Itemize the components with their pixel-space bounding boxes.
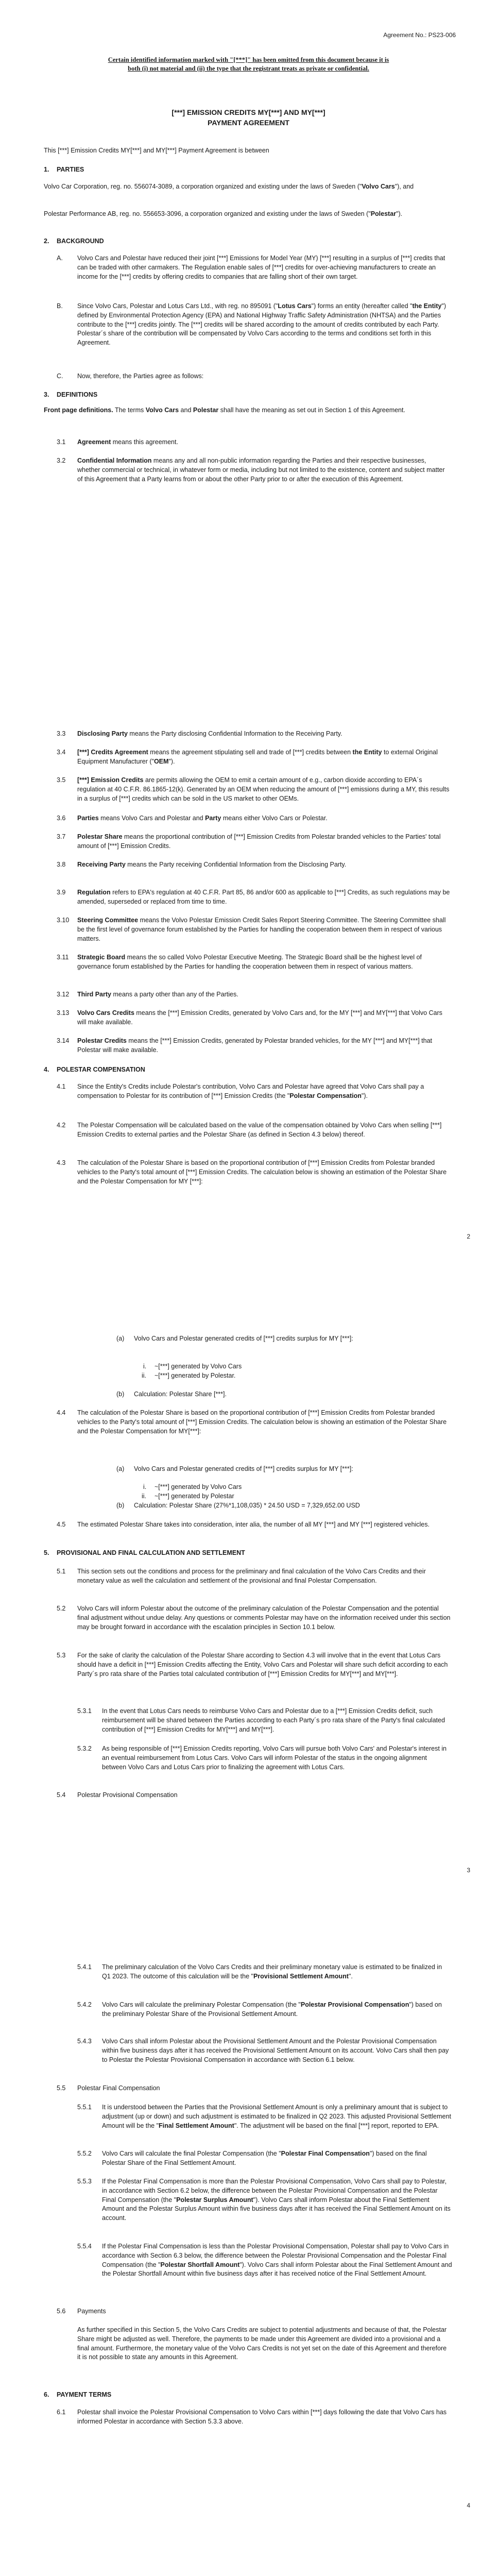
- section-3-heading: DEFINITIONS: [57, 391, 98, 398]
- calc2-b-label: (b): [116, 1502, 125, 1509]
- calc2-ii-label: ii.: [142, 1493, 147, 1500]
- def-3-1-number: 3.1: [57, 438, 66, 446]
- clause-5-4-3-text: Volvo Cars shall inform Polestar about the Provisional Settlement Amount and the Polestar Provisional Compensation within five business days after it has received the Provisional Settlement Amount on its account. Volvo Cars shall then pay to Polestar the Polestar Provisional Compensation in accordance with Section 6.1 below.: [102, 2038, 449, 2063]
- def-3-8-number: 3.8: [57, 861, 66, 868]
- clause-5-4-2-number: 5.4.2: [77, 2001, 92, 2008]
- section-1-number: 1.: [44, 166, 49, 173]
- clause-5-1-text: This section sets out the conditions and process for the preliminary and final calculation of the Volvo Cars Credits and their monetary value as well the calculation and settlement of the provisional and final Polestar Compensation.: [77, 1568, 426, 1584]
- title-line-1: [***] EMISSION CREDITS MY[***] AND MY[***]: [172, 108, 325, 116]
- clause-5-3-1-number: 5.3.1: [77, 1707, 92, 1715]
- clause-5-2-text: Volvo Cars will inform Polestar about the outcome of the preliminary calculation of the Polestar Compensation and the potential final adjustment without undue delay. Any questions or comments Polestar may have on the information received under this section may be brought forward in accordance with the escalation principles in Section 10.1 below.: [77, 1605, 451, 1631]
- background-c-text: Now, therefore, the Parties agree as follows:: [77, 372, 204, 380]
- clause-4-2-number: 4.2: [57, 1122, 66, 1129]
- def-3-3-number: 3.3: [57, 730, 66, 737]
- clause-6-1-number: 6.1: [57, 2409, 66, 2416]
- def-3-14-number: 3.14: [57, 1037, 70, 1044]
- calc2-b-text: Calculation: Polestar Share (27%*1,108,035) * 24.50 USD = 7,329,652.00 USD: [134, 1502, 360, 1509]
- def-volvo-cars-credits: Volvo Cars Credits means the [***] Emission Credits, generated by Volvo Cars and, for the MY [***] and MY[***] that Volvo Cars will make available.: [77, 1009, 442, 1026]
- title-line-2: PAYMENT AGREEMENT: [208, 118, 289, 127]
- def-steering-committee: Steering Committee means the Volvo Polestar Emission Credit Sales Report Steering Committee. The Steering Committee shall be the first level of governance forum established by the Parties for handling the cooperation between them in respect of various matters.: [77, 917, 446, 942]
- clause-4-4-number: 4.4: [57, 1409, 66, 1416]
- clause-5-3-number: 5.3: [57, 1652, 66, 1659]
- front-page-definitions: Front page definitions. The terms Volvo Cars and Polestar shall have the meaning as set out in Section 1 of this Agreement.: [44, 406, 405, 414]
- def-third-party: Third Party means a party other than any of the Parties.: [77, 991, 238, 998]
- intro-paragraph: This [***] Emission Credits MY[***] and MY[***] Payment Agreement is between: [44, 147, 269, 154]
- def-3-2-number: 3.2: [57, 457, 66, 464]
- def-parties: Parties means Volvo Cars and Polestar and Party means either Volvo Cars or Polestar.: [77, 815, 328, 822]
- section-4-heading: POLESTAR COMPENSATION: [57, 1066, 145, 1073]
- def-receiving-party: Receiving Party means the Party receiving Confidential Information from the Disclosing Party.: [77, 861, 347, 868]
- background-c-label: C.: [57, 372, 63, 380]
- section-3-number: 3.: [44, 391, 49, 398]
- clause-5-6-text: Payments: [77, 2308, 106, 2315]
- background-b-text: Since Volvo Cars, Polestar and Lotus Cars Ltd., with reg. no 895091 ("Lotus Cars") forms an entity (hereafter called "the Entity") defined by Environmental Protection Agency (EPA) and National Highway Traffic Safety Administration (NHTSA) and the Parties contribute to the [***] credits jointly. The [***] credits will be shared according to the amount of credits contributed by each Party. Polestar´s share of the contribution will be compensated by Volvo Cars according to the terms and conditions set forth in this Agreement.: [77, 302, 446, 346]
- section-5-number: 5.: [44, 1549, 49, 1556]
- party-polestar: Polestar Performance AB, reg. no. 556653-3096, a corporation organized and existing under the laws of Sweden ("Polestar").: [44, 210, 403, 217]
- clause-5-2-number: 5.2: [57, 1605, 66, 1612]
- clause-5-5-3-number: 5.5.3: [77, 2178, 92, 2185]
- def-strategic-board: Strategic Board means the so called Volvo Polestar Executive Meeting. The Strategic Board shall be the highest level of governance forum established by the Parties for handling the cooperation between them in respect of various matters.: [77, 954, 422, 970]
- party-volvo-cars: Volvo Car Corporation, reg. no. 556074-3089, a corporation organized and existing under the laws of Sweden ("Volvo Cars"), and: [44, 183, 414, 190]
- clause-5-4-1-number: 5.4.1: [77, 1963, 92, 1971]
- clause-5-6-body: As further specified in this Section 5, the Volvo Cars Credits are subject to potential adjustments and because of that, the Polestar Share might be adjusted as well. Therefore, the payments to be made under this Agreement are divided into a provisional and a final amount. Furthermore, the monetary value of the Volvo Cars Credits is not yet set on the date of this Agreement and therefore it is not possible to state any amounts in this Agreement.: [77, 2326, 447, 2361]
- agreement-number: Agreement No.: PS23-006: [383, 31, 456, 39]
- clause-5-4-1-text: The preliminary calculation of the Volvo Cars Credits and their preliminary monetary value is estimated to be finalized in Q1 2023. The outcome of this calculation will be the "Provisional Settlement Amount".: [102, 1963, 442, 1980]
- clause-5-5-1-number: 5.5.1: [77, 2104, 92, 2111]
- clause-5-3-2-number: 5.3.2: [77, 1745, 92, 1752]
- section-2-heading: BACKGROUND: [57, 238, 104, 245]
- section-6-heading: PAYMENT TERMS: [57, 2391, 112, 2398]
- def-3-6-number: 3.6: [57, 815, 66, 822]
- clause-6-1-text: Polestar shall invoice the Polestar Provisional Compensation to Volvo Cars within [***] days following the date that Volvo Cars has informed Polestar in accordance with Section 5.3.3 above.: [77, 2409, 447, 2425]
- clause-5-6-number: 5.6: [57, 2308, 66, 2315]
- section-5-heading: PROVISIONAL AND FINAL CALCULATION AND SETTLEMENT: [57, 1549, 245, 1556]
- clause-5-4-2-text: Volvo Cars will calculate the preliminary Polestar Compensation (the "Polestar Provisional Compensation") based on the preliminary Polestar Share of the Provisional Settlement Amount.: [102, 2001, 442, 2018]
- calc1-ii-text: ~[***] generated by Polestar.: [155, 1372, 236, 1379]
- page-number: 4: [467, 2502, 470, 2509]
- clause-5-4-3-number: 5.4.3: [77, 2038, 92, 2045]
- clause-5-4-number: 5.4: [57, 1791, 66, 1799]
- calc1-i-text: ~[***] generated by Volvo Cars: [155, 1363, 242, 1370]
- section-2-number: 2.: [44, 238, 49, 245]
- clause-5-3-2-text: As being responsible of [***] Emission Credits reporting, Volvo Cars will pursue both Volvo Cars' and Polestar's interest in an eventual reimbursement from Lotus Cars. Volvo Cars will inform Polestar of the status in the ongoing alignment between Volvo Cars and Lotus Cars prior to finalizing the agreement with Lotus Cars.: [102, 1745, 447, 1771]
- clause-5-5-2-text: Volvo Cars will calculate the final Polestar Compensation (the "Polestar Final Compensation") based on the final Polestar Share of the Final Settlement Amount.: [102, 2150, 427, 2166]
- def-polestar-credits: Polestar Credits means the [***] Emission Credits, generated by Polestar branded vehicles, for the MY [***] and MY[***] that Polestar will make available.: [77, 1037, 433, 1054]
- clause-4-3-number: 4.3: [57, 1159, 66, 1166]
- def-3-10-number: 3.10: [57, 917, 70, 924]
- clause-5-5-text: Polestar Final Compensation: [77, 2084, 160, 2092]
- calc1-i-label: i.: [143, 1363, 147, 1370]
- document-title: [77, 107, 420, 128]
- calc1-b-label: (b): [116, 1391, 125, 1398]
- def-agreement: Agreement means this agreement.: [77, 438, 178, 446]
- calc2-i-text: ~[***] generated by Volvo Cars: [155, 1483, 242, 1490]
- calc2-i-label: i.: [143, 1483, 147, 1490]
- calc2-a-text: Volvo Cars and Polestar generated credits of [***] credits surplus for MY [***]:: [134, 1465, 353, 1472]
- clause-5-4-text: Polestar Provisional Compensation: [77, 1791, 178, 1799]
- def-confidential-information: Confidential Information means any and all non-public information regarding the Parties and their respective businesses, whether commercial or technical, in whatever form or media, including but not limited to the existence, content and subject matter of this Agreement that a Party learns from or about the other Party prior to or after the execution of this Agreement.: [77, 457, 445, 483]
- clause-5-5-number: 5.5: [57, 2084, 66, 2092]
- clause-4-5-number: 4.5: [57, 1521, 66, 1528]
- section-6-number: 6.: [44, 2391, 49, 2398]
- clause-5-5-1-text: It is understood between the Parties that the Provisional Settlement Amount is only a preliminary amount that is subject to adjustment (up or down) and such adjustment is estimated to be finalized in Q2 2023. This adjusted Provisional Settlement Amount will be the "Final Settlement Amount". The adjustment will be based on the final [***] report, reported to EPA.: [102, 2104, 451, 2129]
- clause-4-4-text: The calculation of the Polestar Share is based on the proportional contribution of [***] Emission Credits from Polestar branded vehicles to the Party's total amount of [***] Emission Credits. The calculation below is showing an estimation of the Polestar Share and the Polestar Compensation for MY[***]:: [77, 1409, 447, 1435]
- clause-5-3-text: For the sake of clarity the calculation of the Polestar Share according to Section 4.3 will involve that in the event that Lotus Cars should have a deficit in [***] Emission Credits affecting the Entity, Volvo Cars and Polestar will share such deficit according to each Party´s pro rata share of the Parties total calculated contribution of [***] Emission Credits for MY[***] and MY[***].: [77, 1652, 448, 1677]
- clause-5-5-2-number: 5.5.2: [77, 2150, 92, 2157]
- calc1-b-text: Calculation: Polestar Share [***].: [134, 1391, 227, 1398]
- def-3-13-number: 3.13: [57, 1009, 70, 1016]
- section-1-heading: PARTIES: [57, 166, 84, 173]
- page-number: 3: [467, 1867, 470, 1874]
- def-3-11-number: 3.11: [57, 954, 69, 961]
- clause-4-2-text: The Polestar Compensation will be calculated based on the value of the compensation obtained by Volvo Cars when selling [***] Emission Credits to external parties and the Polestar Share (as defined in Section 4.3 below) thereof.: [77, 1122, 442, 1138]
- def-3-5-number: 3.5: [57, 776, 66, 784]
- calc1-ii-label: ii.: [142, 1372, 147, 1379]
- calc1-a-text: Volvo Cars and Polestar generated credits of [***] credits surplus for MY [***]:: [134, 1335, 353, 1342]
- clause-4-5-text: The estimated Polestar Share takes into consideration, inter alia, the number of all MY [***] and MY [***] registered vehicles.: [77, 1521, 430, 1528]
- clause-5-3-1-text: In the event that Lotus Cars needs to reimburse Volvo Cars and Polestar due to a [***] Emission Credits deficit, such reimbursement will be shared between the Parties according to each Party´s pro rata share of the Party's final calculated contribution of [***] Emission Credits for MY[***] and MY[***].: [102, 1707, 445, 1733]
- clause-4-1-text: Since the Entity's Credits include Polestar's contribution, Volvo Cars and Polestar have agreed that Volvo Cars shall pay a compensation to Polestar for its contribution of [***] Emission Credits (the "Polestar Compensation").: [77, 1083, 424, 1099]
- def-polestar-share: Polestar Share means the proportional contribution of [***] Emission Credits from Polestar branded vehicles to the Parties' total amount of [***] Emission Credits.: [77, 833, 441, 850]
- background-b-label: B.: [57, 302, 63, 310]
- clause-4-1-number: 4.1: [57, 1083, 66, 1090]
- def-3-4-number: 3.4: [57, 749, 66, 756]
- clause-5-5-4-number: 5.5.4: [77, 2243, 92, 2250]
- clause-4-3-text: The calculation of the Polestar Share is based on the proportional contribution of [***] Emission Credits from Polestar branded vehicles to the Party's total amount of [***] Emission Credits. The calculation below is showing an estimation of the Polestar Share and the Polestar Compensation for MY [***]:: [77, 1159, 447, 1185]
- calc2-ii-text: ~[***] generated by Polestar: [155, 1493, 234, 1500]
- def-disclosing-party: Disclosing Party means the Party disclosing Confidential Information to the Receiving Party.: [77, 730, 342, 737]
- calc2-a-label: (a): [116, 1465, 125, 1472]
- def-3-7-number: 3.7: [57, 833, 66, 840]
- calc1-a-label: (a): [116, 1335, 125, 1342]
- section-4-number: 4.: [44, 1066, 49, 1073]
- def-3-12-number: 3.12: [57, 991, 70, 998]
- def-3-9-number: 3.9: [57, 889, 66, 896]
- def-regulation: Regulation refers to EPA's regulation at 40 C.F.R. Part 85, 86 and/or 600 as applicable to [***] Credits, as such regulations may be amended, superseded or replaced from time to time.: [77, 889, 450, 905]
- clause-5-1-number: 5.1: [57, 1568, 66, 1575]
- page-number: 2: [467, 1233, 470, 1240]
- clause-5-5-4-text: If the Polestar Final Compensation is less than the Polestar Provisional Compensation, Polestar shall pay to Volvo Cars in accordance with Section 6.3 below, the difference between the Polestar Provisional Compensation and the Polestar Final Compensation (the "Polestar Shortfall Amount"). Volvo Cars shall inform Polestar about the Final Settlement Amount and the Polestar Shortfall Amount within five business days after it has received notice of the Final Settlement Amount.: [102, 2243, 452, 2278]
- def-emission-credits: [***] Emission Credits are permits allowing the OEM to emit a certain amount of e.g., carbon dioxide according to EPA´s regulation at 40 C.F.R. 86.1865-12(k). Generated by an OEM when reducing the amount of [***] emissions during a MY, this results in a surplus of [***] credits which can be sold in the US market to other OEMs.: [77, 776, 450, 802]
- redaction-notice: Certain identified information marked with "[***]" has been omitted from this document because it is both (i) not material and (ii) the type that the registrant treats as private or confidential.: [108, 56, 389, 72]
- background-a-text: Volvo Cars and Polestar have reduced their joint [***] Emissions for Model Year (MY) [***] resulting in a surplus of [***] credits that can be traded with other carmakers. The Regulation enable sales of [***] credits for over-achieving manufacturers to create an income for the [***] credits by offering credits to companies that are falling short of their own target.: [77, 255, 445, 280]
- clause-5-5-3-text: If the Polestar Final Compensation is more than the Polestar Provisional Compensation, Volvo Cars shall pay to Polestar, in accordance with Section 6.2 below, the difference between the Polestar Provisional Compensation and the Polestar Final Compensation (the "Polestar Surplus Amount"). Volvo Cars shall inform Polestar about the Final Settlement Amount and the Polestar Surplus Amount within five business days after it has received the Final Settlement Amount on its account.: [102, 2178, 451, 2222]
- background-a-label: A.: [57, 255, 63, 262]
- def-credits-agreement: [***] Credits Agreement means the agreement stipulating sell and trade of [***] credits between the Entity to external Original Equipment Manufacturer ("OEM").: [77, 749, 438, 765]
